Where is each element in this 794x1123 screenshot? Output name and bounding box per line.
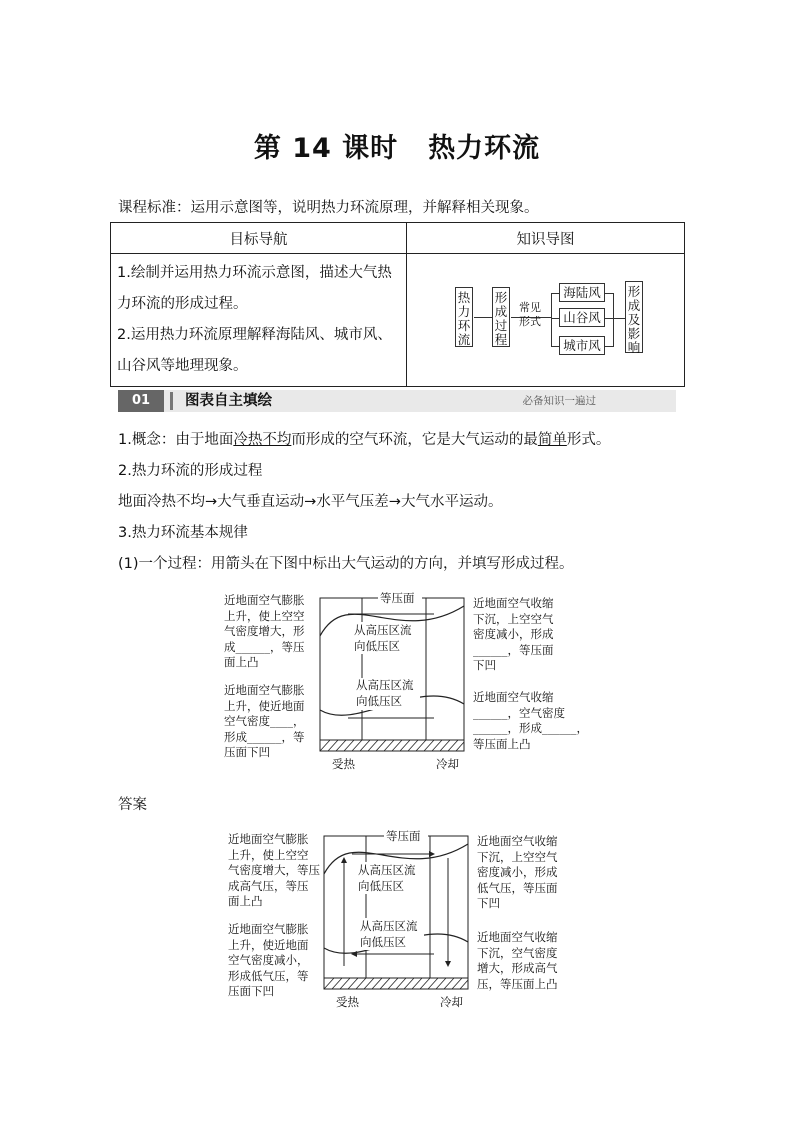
concept-paragraph: 1.概念：由于地面冷热不均而形成的空气环流，它是大气运动的最简单形式。	[118, 432, 611, 448]
answer-label: 答案	[118, 797, 147, 813]
section-number: 01	[118, 390, 164, 412]
diagram2-cooled-label: 冷却	[440, 995, 463, 1009]
process-chain: 地面冷热不均→大气垂直运动→水平气压差→大气水平运动。	[118, 494, 503, 510]
page-title: 第 14 课时 热力环流	[253, 133, 541, 164]
heading-rules: 3.热力环流基本规律	[118, 525, 248, 541]
diagram1-flow-top: 从高压区流	[354, 623, 412, 637]
diagram1-flow-bottom: 从高压区流	[356, 678, 414, 692]
section-header	[118, 390, 676, 412]
diagram2-isobar-label: 等压面	[386, 829, 421, 843]
svg-text:向低压区: 向低压区	[354, 639, 400, 653]
diagram2-figure	[322, 830, 472, 1010]
diagram1-figure	[318, 592, 468, 772]
diagram1-isobar-label: 等压面	[380, 591, 415, 605]
diagram1-text-top-right: 近地面空气收缩 下沉，上空空气 密度减小，形成 ______，等压面 下凹	[473, 596, 554, 672]
goal-list	[111, 254, 407, 387]
svg-text:向低压区: 向低压区	[360, 935, 406, 949]
map-item: 城市风	[559, 336, 605, 355]
map-node-effect: 形成及影响	[625, 281, 643, 353]
map-item: 山谷风	[559, 308, 605, 327]
section-subtitle: 必备知识一遍过	[522, 395, 596, 407]
diagram2-text-bottom-left: 近地面空气膨胀 上升，使近地面 空气密度减小， 形成低气压，等 压面下凹	[228, 922, 309, 998]
goal-table	[110, 222, 685, 387]
diagram1-text-bottom-right: 近地面空气收缩 ______，空气密度 ______，形成______， 等压面上凸	[473, 690, 588, 751]
goal-item: 2.运用热力环流原理解释海陆风、城市风、山谷风等地理现象。	[117, 327, 392, 374]
heading-process: 2.热力环流的形成过程	[118, 463, 263, 479]
diagram1-cooled-label: 冷却	[436, 757, 459, 771]
section-title: 图表自主填绘	[185, 393, 272, 409]
svg-text:向低压区: 向低压区	[356, 694, 402, 708]
course-standard: 课程标准：运用示意图等，说明热力环流原理，并解释相关现象。	[118, 200, 539, 216]
diagram1-text-bottom-left: 近地面空气膨胀 上升，使近地面 空气密度____， 形成______，等 压面下凹	[224, 683, 305, 759]
map-header: 知识导图	[407, 223, 685, 254]
map-node-heat: 热力环流	[455, 287, 473, 347]
diagram2-heated-label: 受热	[336, 995, 359, 1009]
diagram2-text-top-left: 近地面空气膨胀 上升，使上空空 气密度增大，等压 成高气压，等压 面上凸	[228, 832, 320, 908]
diagram1-heated-label: 受热	[332, 757, 355, 771]
diagram2-flow-bottom: 从高压区流	[360, 919, 418, 933]
diagram2-text-top-right: 近地面空气收缩 下沉，上空空气 密度减小，形成 低气压，等压面 下凹	[477, 834, 558, 910]
goal-header: 目标导航	[111, 223, 407, 254]
map-link-label: 常见形式	[519, 301, 541, 328]
diagram2-text-bottom-right: 近地面空气收缩 下沉，空气密度 增大，形成高气 压，等压面上凸	[477, 930, 558, 991]
diagram2-flow-top: 从高压区流	[358, 863, 416, 877]
map-item: 海陆风	[559, 283, 605, 302]
map-node-process: 形成过程	[492, 287, 510, 347]
knowledge-map	[407, 254, 685, 387]
goal-item: 1.绘制并运用热力环流示意图，描述大气热力环流的形成过程。	[117, 265, 392, 312]
svg-text:向低压区: 向低压区	[358, 879, 404, 893]
task-instruction: (1)一个过程：用箭头在下图中标出大气运动的方向，并填写形成过程。	[118, 556, 574, 572]
diagram1-text-top-left: 近地面空气膨胀 上升，使上空空 气密度增大，形 成______，等压 面上凸	[224, 593, 305, 669]
